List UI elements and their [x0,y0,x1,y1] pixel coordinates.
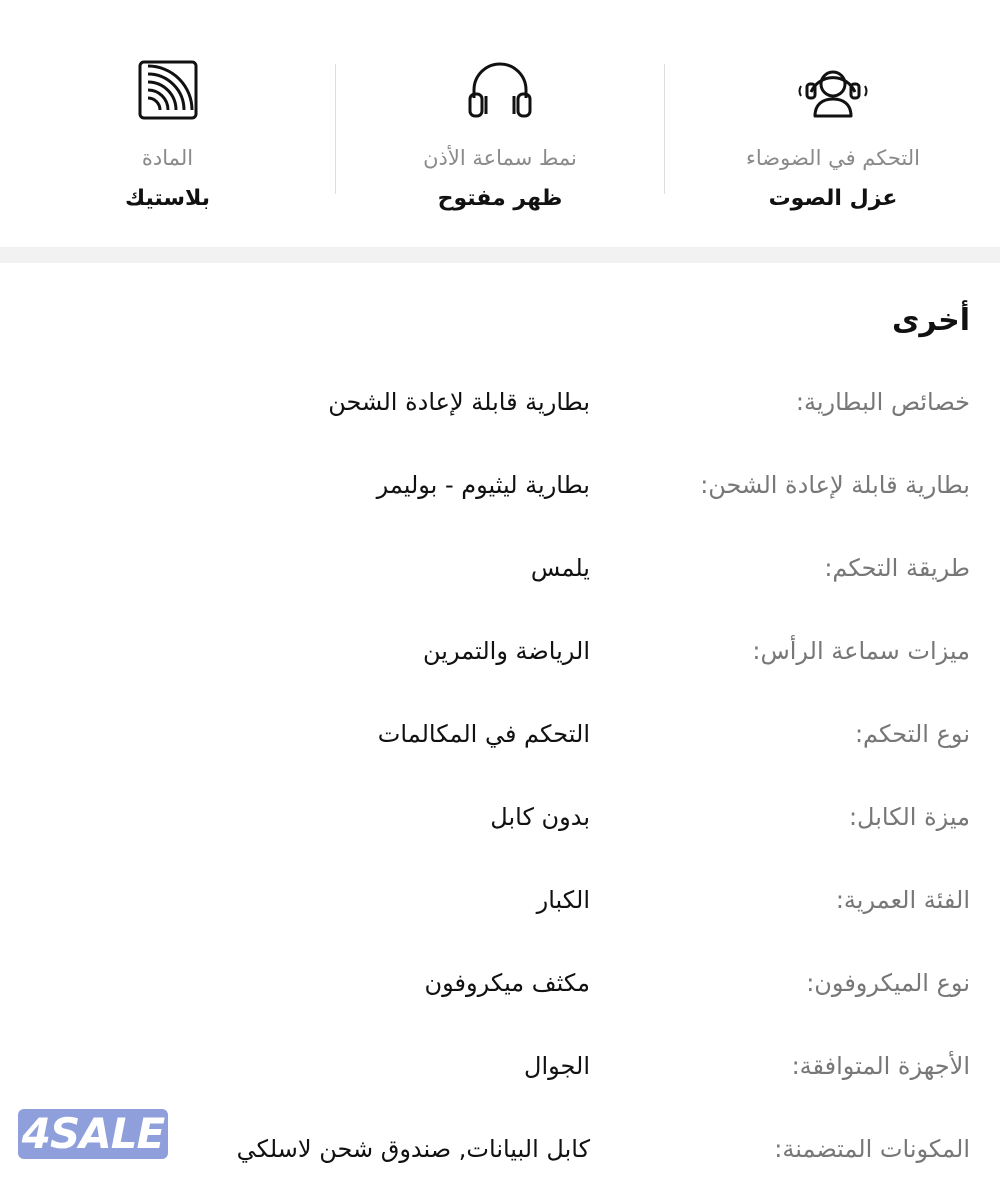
spec-key: خصائص البطارية: [795,388,970,416]
spec-value: التحكم في المكالمات [377,720,590,748]
headphones-icon [464,54,536,126]
spec-value: مكثف ميكروفون [424,969,590,997]
spec-key: نوع الميكروفون: [806,969,970,997]
feature-highlights [0,0,1000,247]
feature-value: بلاستيك [124,186,211,211]
divider [335,64,336,194]
spec-row [0,532,1000,615]
spec-value: بطارية ليثيوم - بوليمر [376,471,590,499]
spec-row [0,781,1000,864]
feature-label: التحكم في الضوضاء [746,146,920,170]
spec-key: ميزة الكابل: [848,803,970,831]
feature-card-material [0,0,335,247]
spec-key: المكونات المتضمنة: [774,1135,970,1163]
feature-value: ظهر مفتوح [437,186,563,211]
spec-value: الكبار [536,886,590,914]
spec-value: الرياضة والتمرين [423,637,590,665]
feature-label: نمط سماعة الأذن [423,146,577,170]
feature-card-noise-control [666,0,1000,247]
section-separator [0,247,1000,263]
spec-row [0,864,1000,947]
spec-key: بطارية قابلة لإعادة الشحن: [700,471,970,499]
spec-row [0,698,1000,781]
spec-row [0,366,1000,449]
spec-value: بطارية قابلة لإعادة الشحن [328,388,590,416]
spec-value: كابل البيانات, صندوق شحن لاسلكي [236,1135,590,1163]
spec-key: نوع التحكم: [854,720,970,748]
watermark-logo: 4SALE [18,1109,168,1159]
material-icon [132,54,204,126]
feature-label: المادة [141,146,194,170]
feature-value: عزل الصوت [768,186,898,211]
divider [664,64,665,194]
spec-row [0,615,1000,698]
spec-key: ميزات سماعة الرأس: [752,637,970,665]
spec-key: الفئة العمرية: [835,886,970,914]
spec-row [0,1030,1000,1113]
noise-control-icon [797,54,869,126]
feature-card-earpiece-style [336,0,664,247]
spec-row [0,449,1000,532]
spec-value: بدون كابل [490,803,590,831]
section-title: أخرى [891,303,970,338]
spec-key: الأجهزة المتوافقة: [791,1052,970,1080]
spec-list [0,366,1000,1196]
spec-value: يلمس [530,554,590,582]
spec-key: طريقة التحكم: [824,554,970,582]
spec-value: الجوال [524,1052,590,1080]
spec-row [0,947,1000,1030]
